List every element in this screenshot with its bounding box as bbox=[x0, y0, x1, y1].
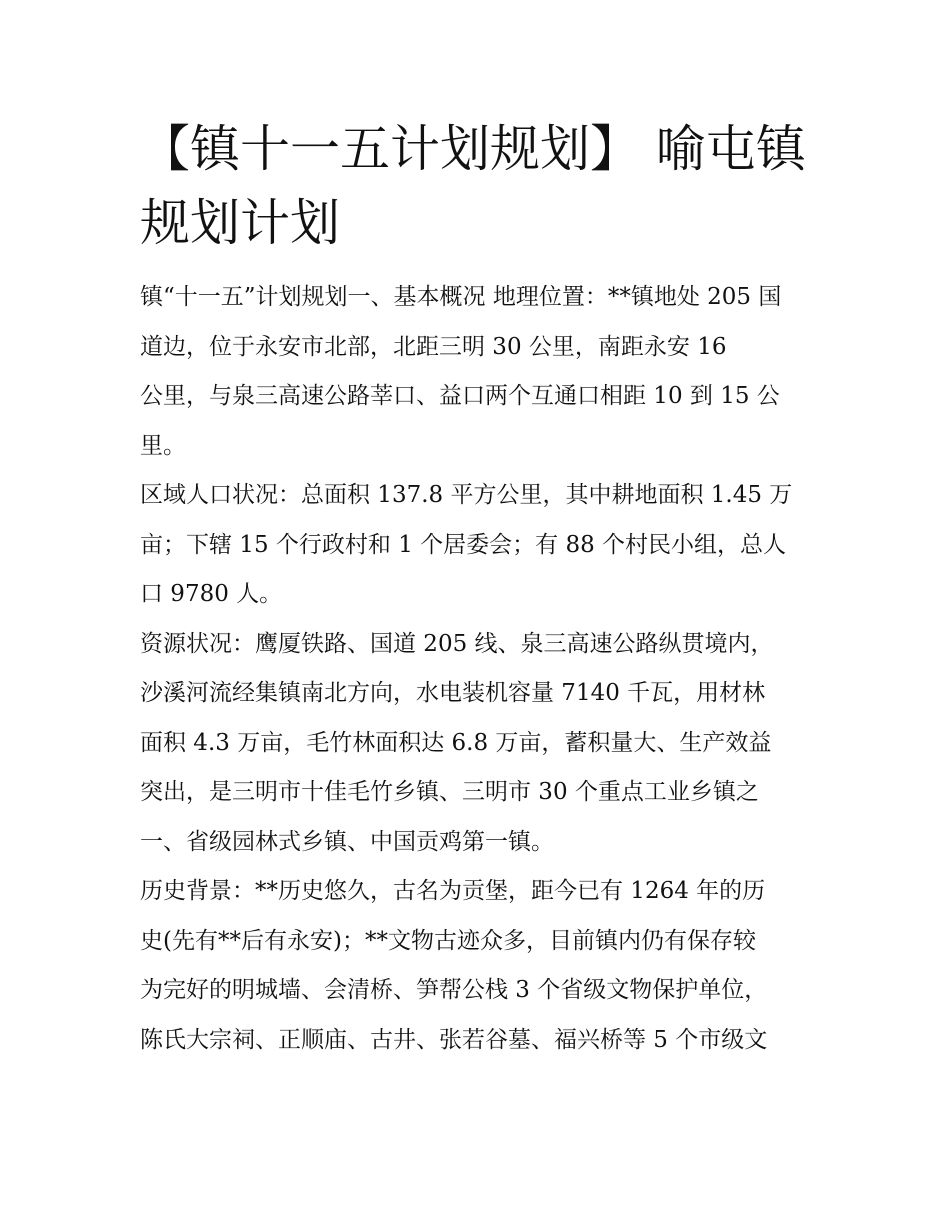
text-line: 道边，位于永安市北部，北距三明 30 公里，南距永安 16 bbox=[140, 333, 727, 360]
text-line: 镇“十一五”计划规划一、基本概况 地理位置：**镇地处 205 国 bbox=[140, 284, 782, 310]
text-line: 资源状况：鹰厦铁路、国道 205 线、泉三高速公路纵贯境内， bbox=[140, 630, 774, 657]
text-line: 公里，与泉三高速公路莘口、益口两个互通口相距 10 到 15 公 bbox=[140, 383, 780, 409]
text-line: 一、省级园林式乡镇、中国贡鸡第一镇。 bbox=[140, 828, 554, 855]
text-line: 突出，是三明市十佳毛竹乡镇、三明市 30 个重点工业乡镇之 bbox=[140, 779, 759, 805]
text-line: 亩；下辖 15 个行政村和 1 个居委会；有 88 个村民小组，总人 bbox=[140, 531, 787, 558]
paragraph-history bbox=[140, 867, 810, 1065]
text-line: 区域人口状况：总面积 137.8 平方公里，其中耕地面积 1.45 万 bbox=[140, 482, 793, 508]
text-line: 面积 4.3 万亩，毛竹林面积达 6.8 万亩，蓄积量大、生产效益 bbox=[140, 729, 772, 756]
text-line: 里。 bbox=[140, 432, 186, 459]
title-line: 规划计划 bbox=[140, 194, 340, 252]
text-line: 史(先有**后有永安)；**文物古迹众多，目前镇内仍有保存较 bbox=[140, 927, 756, 954]
text-line: 口 9780 人。 bbox=[140, 581, 283, 607]
title-line: 【镇十一五计划规划】 喻屯镇 bbox=[140, 120, 806, 178]
document-title bbox=[140, 112, 810, 260]
text-line: 沙溪河流经集镇南北方向，水电装机容量 7140 千瓦，用材林 bbox=[140, 680, 766, 706]
paragraph-population bbox=[140, 471, 810, 620]
document-page bbox=[140, 112, 810, 1065]
paragraph-resources bbox=[140, 620, 810, 868]
text-line: 为完好的明城墙、会清桥、笋帮公栈 3 个省级文物保护单位， bbox=[140, 977, 768, 1003]
paragraph-geography bbox=[140, 273, 810, 471]
text-line: 历史背景：**历史悠久，古名为贡堡，距今已有 1264 年的历 bbox=[140, 878, 766, 904]
text-line: 陈氏大宗祠、正顺庙、古井、张若谷墓、福兴桥等 5 个市级文 bbox=[140, 1026, 768, 1053]
